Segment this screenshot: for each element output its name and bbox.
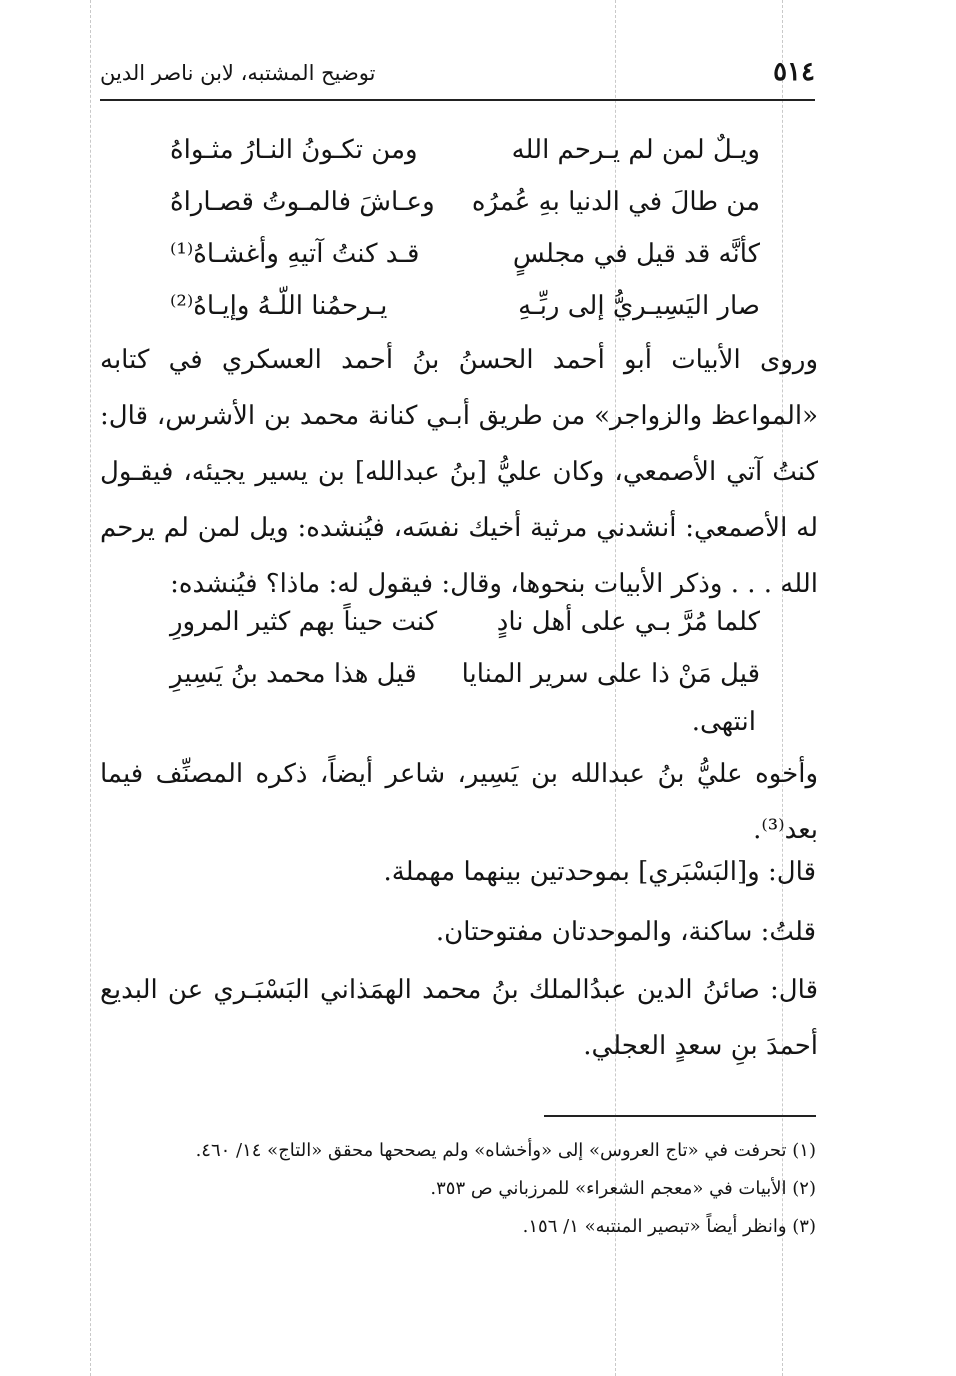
verse-first-hemistich: ويـلٌ لمن لم يـرحم الله — [511, 135, 760, 165]
verse-first-hemistich: كأنَّه قد قيل في مجلسٍ — [512, 239, 760, 269]
running-title: توضيح المشتبه، لابن ناصر الدين — [100, 61, 376, 85]
poem-verse — [170, 182, 760, 234]
paragraph: وأخوه عليُّ بنُ عبدالله بن يَسِير، شاعر أيضاً، ذكره المصنِّف فيما بعد⁽³⁾. — [100, 759, 818, 845]
footnote: (١) تحرفت في «تاج العروس» إلى «وأخشاه» ولم يصححها محقق «التاج» ١٤/ ٤٦٠. — [195, 1140, 816, 1161]
page-number: ٥١٤ — [773, 57, 815, 87]
qultu-line: قلتُ: ساكنة، والموحدتان مفتوحتان. — [435, 917, 816, 947]
paragraph: وروى الأبيات أبو أحمد الحسنُ بنُ أحمد العسكري في كتابه «المواعظ والزواجر» من طريق أبـي كنانة محمد بن الأشرس، قال: كنتُ آتي الأصمعي، وكان عليُّ [بنُ عبدالله] بن يسير يجيئه، فيقـول له الأصمعي: أنشدني مرثية أخيك نفسَه، فيُنشده: ويل لمن لم يرحم الله . . . وذكر الأبيات بنحوها، وقال: فيقول له: ماذا؟ فيُنشده: — [100, 345, 818, 599]
poem-block — [170, 602, 760, 706]
prose-block — [100, 746, 818, 858]
prose-block — [100, 332, 818, 612]
paragraph: قال: صائنُ الدين عبدُالملك بنُ محمد الهمَذاني البَسْبَـري عن البديع أحمدَ بنِ سعدٍ العجلي. — [100, 975, 818, 1061]
page-header — [100, 55, 815, 101]
ending-word: انتهى. — [691, 707, 756, 737]
poem-verse — [170, 654, 760, 706]
footnote: (٣) وانظر أيضاً «تبصير المنتبه» ١/ ١٥٦. — [522, 1216, 816, 1237]
footnotes — [136, 1132, 816, 1246]
verse-second-hemistich: ومن تكـونُ النـارُ مثـواهُ — [170, 135, 418, 165]
prose-block — [100, 962, 818, 1074]
verse-first-hemistich: صار اليَسِيـريُّ إلى ربِّـهِ — [518, 291, 760, 321]
poem-block — [170, 130, 760, 338]
verse-first-hemistich: قيل مَنْ ذا على سرير المنايا — [461, 659, 760, 689]
verse-first-hemistich: كلما مُرَّ بـي على أهل نادٍ — [496, 607, 760, 637]
verse-second-hemistich: وعـاشَ فالمـوتُ قصـاراهُ — [170, 187, 435, 217]
verse-second-hemistich: قـد كنتُ آتيهِ وأغشـاهُ⁽¹⁾ — [170, 239, 420, 269]
poem-verse — [170, 286, 760, 338]
poem-verse — [170, 130, 760, 182]
verse-second-hemistich: قيل هذا محمد بنُ يَسِيرِ — [170, 659, 417, 689]
footnote-rule — [544, 1115, 816, 1117]
poem-verse — [170, 602, 760, 654]
poem-verse — [170, 234, 760, 286]
verse-second-hemistich: يـرحمُنا اللّـهُ وإيـاهُ⁽²⁾ — [170, 291, 388, 321]
scan-guide-line — [90, 0, 91, 1376]
qal-line: قال: و[البَسْبَري] بموحدتين بينهما مهملة. — [383, 857, 816, 887]
verse-first-hemistich: من طالَ في الدنيا بهِ عُمرُه — [471, 187, 760, 217]
footnote: (٢) الأبيات في «معجم الشعراء» للمرزباني ص ٣٥٣. — [430, 1178, 816, 1199]
verse-second-hemistich: كنت حيناً بهم كثير المرورِ — [170, 607, 438, 637]
